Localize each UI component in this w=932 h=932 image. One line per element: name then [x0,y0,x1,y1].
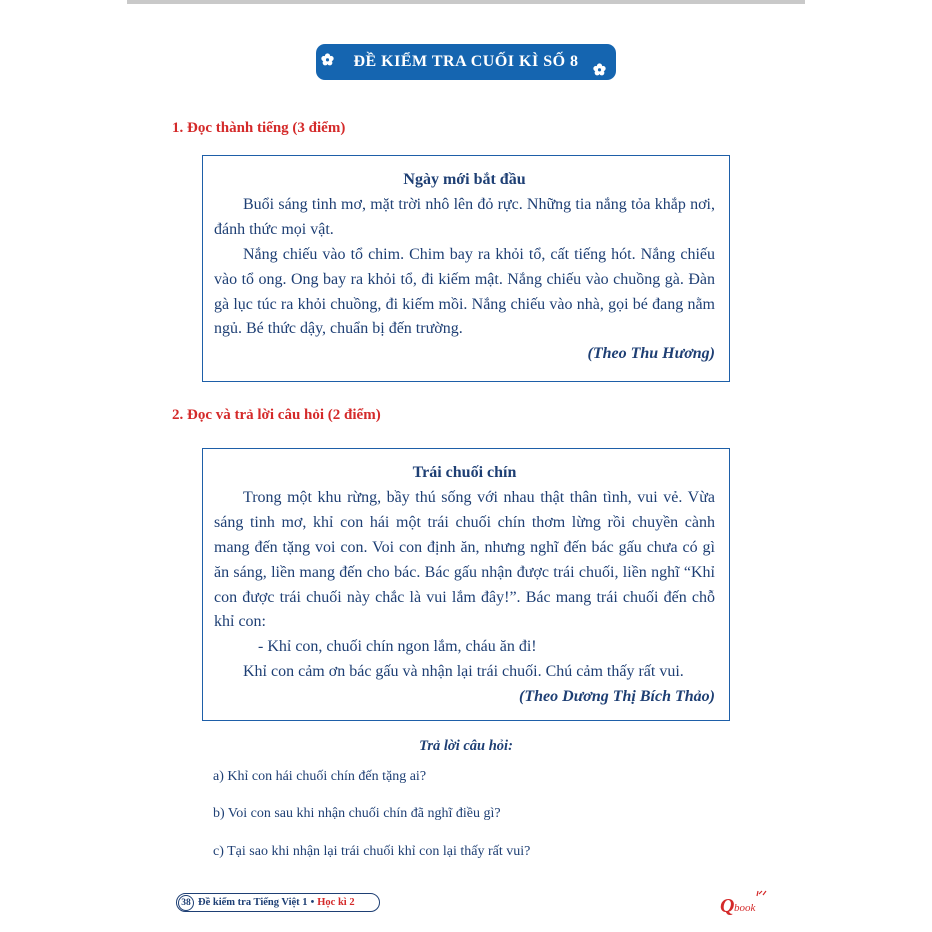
flower-icon [321,53,334,66]
story-title: Trái chuối chín [412,464,517,481]
question-c: c) Tại sao khi nhận lại trái chuối khỉ con lại thấy rất vui? [213,844,531,859]
section-2-title: 2. Đọc và trả lời câu hỏi (2 điểm) [172,407,381,423]
footer-separator: • [310,897,315,908]
flower-icon [593,63,606,76]
story-author: (Theo Dương Thị Bích Thảo) [519,688,715,706]
question-b: b) Voi con sau khi nhận chuối chín đã nghĩ điều gì? [213,806,501,821]
passage-author: (Theo Thu Hương) [587,345,715,363]
exam-title: ĐỀ KIỂM TRA CUỐI KÌ SỐ 8 [353,53,579,70]
publisher-logo [719,888,771,922]
questions-title: Trả lời câu hỏi: [419,738,513,754]
svg-text:Q: Q [720,895,735,917]
story-paragraph: Khỉ con cảm ơn bác gấu và nhận lại trái chuối. Chú cảm thấy rất vui. [243,663,684,681]
story-passage-box [202,448,730,721]
passage-title: Ngày mới bắt đầu [403,171,526,188]
svg-text:book: book [734,902,756,914]
question-a: a) Khỉ con hái chuối chín đến tặng ai? [213,769,427,784]
section-1-title: 1. Đọc thành tiếng (3 điểm) [172,120,346,136]
story-paragraph: Trong một khu rừng, bầy thú sống với nhau thật thân tình, vui vẻ. Vừa sáng tinh mơ, khỉ con hái một trái chuối chín thơm lừng rồi chuyền cành mang đến tặng voi con. Voi con định ăn, nhưng nghĩ đến bác gấu chưa có gì ăn sáng, liền mang đến cho bác. Bác gấu nhận được trái chuối, liền nghĩ “Khỉ con được trái chuối này chắc là vui lắm đây!”. Bác mang trái chuối đến chỗ khỉ con: [214,488,715,631]
page-footer [176,893,380,912]
passage-paragraph: Nắng chiếu vào tổ chim. Chim bay ra khỏi tổ, cất tiếng hót. Nắng chiếu vào tổ ong. Ong bay ra khỏi tổ, đi kiếm mật. Nắng chiếu vào chuồng gà. Đàn gà lục túc ra khỏi chuồng, đi kiếm mồi. Nắng chiếu vào nhà, gọi bé đang nằm ngủ. Bé thức dậy, chuẩn bị đến trường. [214,245,715,338]
reading-passage-box [202,155,730,382]
page-number: 38 [178,895,194,911]
top-divider [127,0,805,4]
story-dialogue: - Khỉ con, chuối chín ngon lắm, cháu ăn đi! [258,638,537,656]
exam-title-badge [316,44,616,80]
book-title: Đề kiểm tra Tiếng Việt 1 [198,897,308,908]
term-label: Học kì 2 [317,897,355,908]
passage-paragraph: Buổi sáng tinh mơ, mặt trời nhô lên đỏ rực. Những tia nắng tỏa khắp nơi, đánh thức mọi vật. [214,195,715,238]
